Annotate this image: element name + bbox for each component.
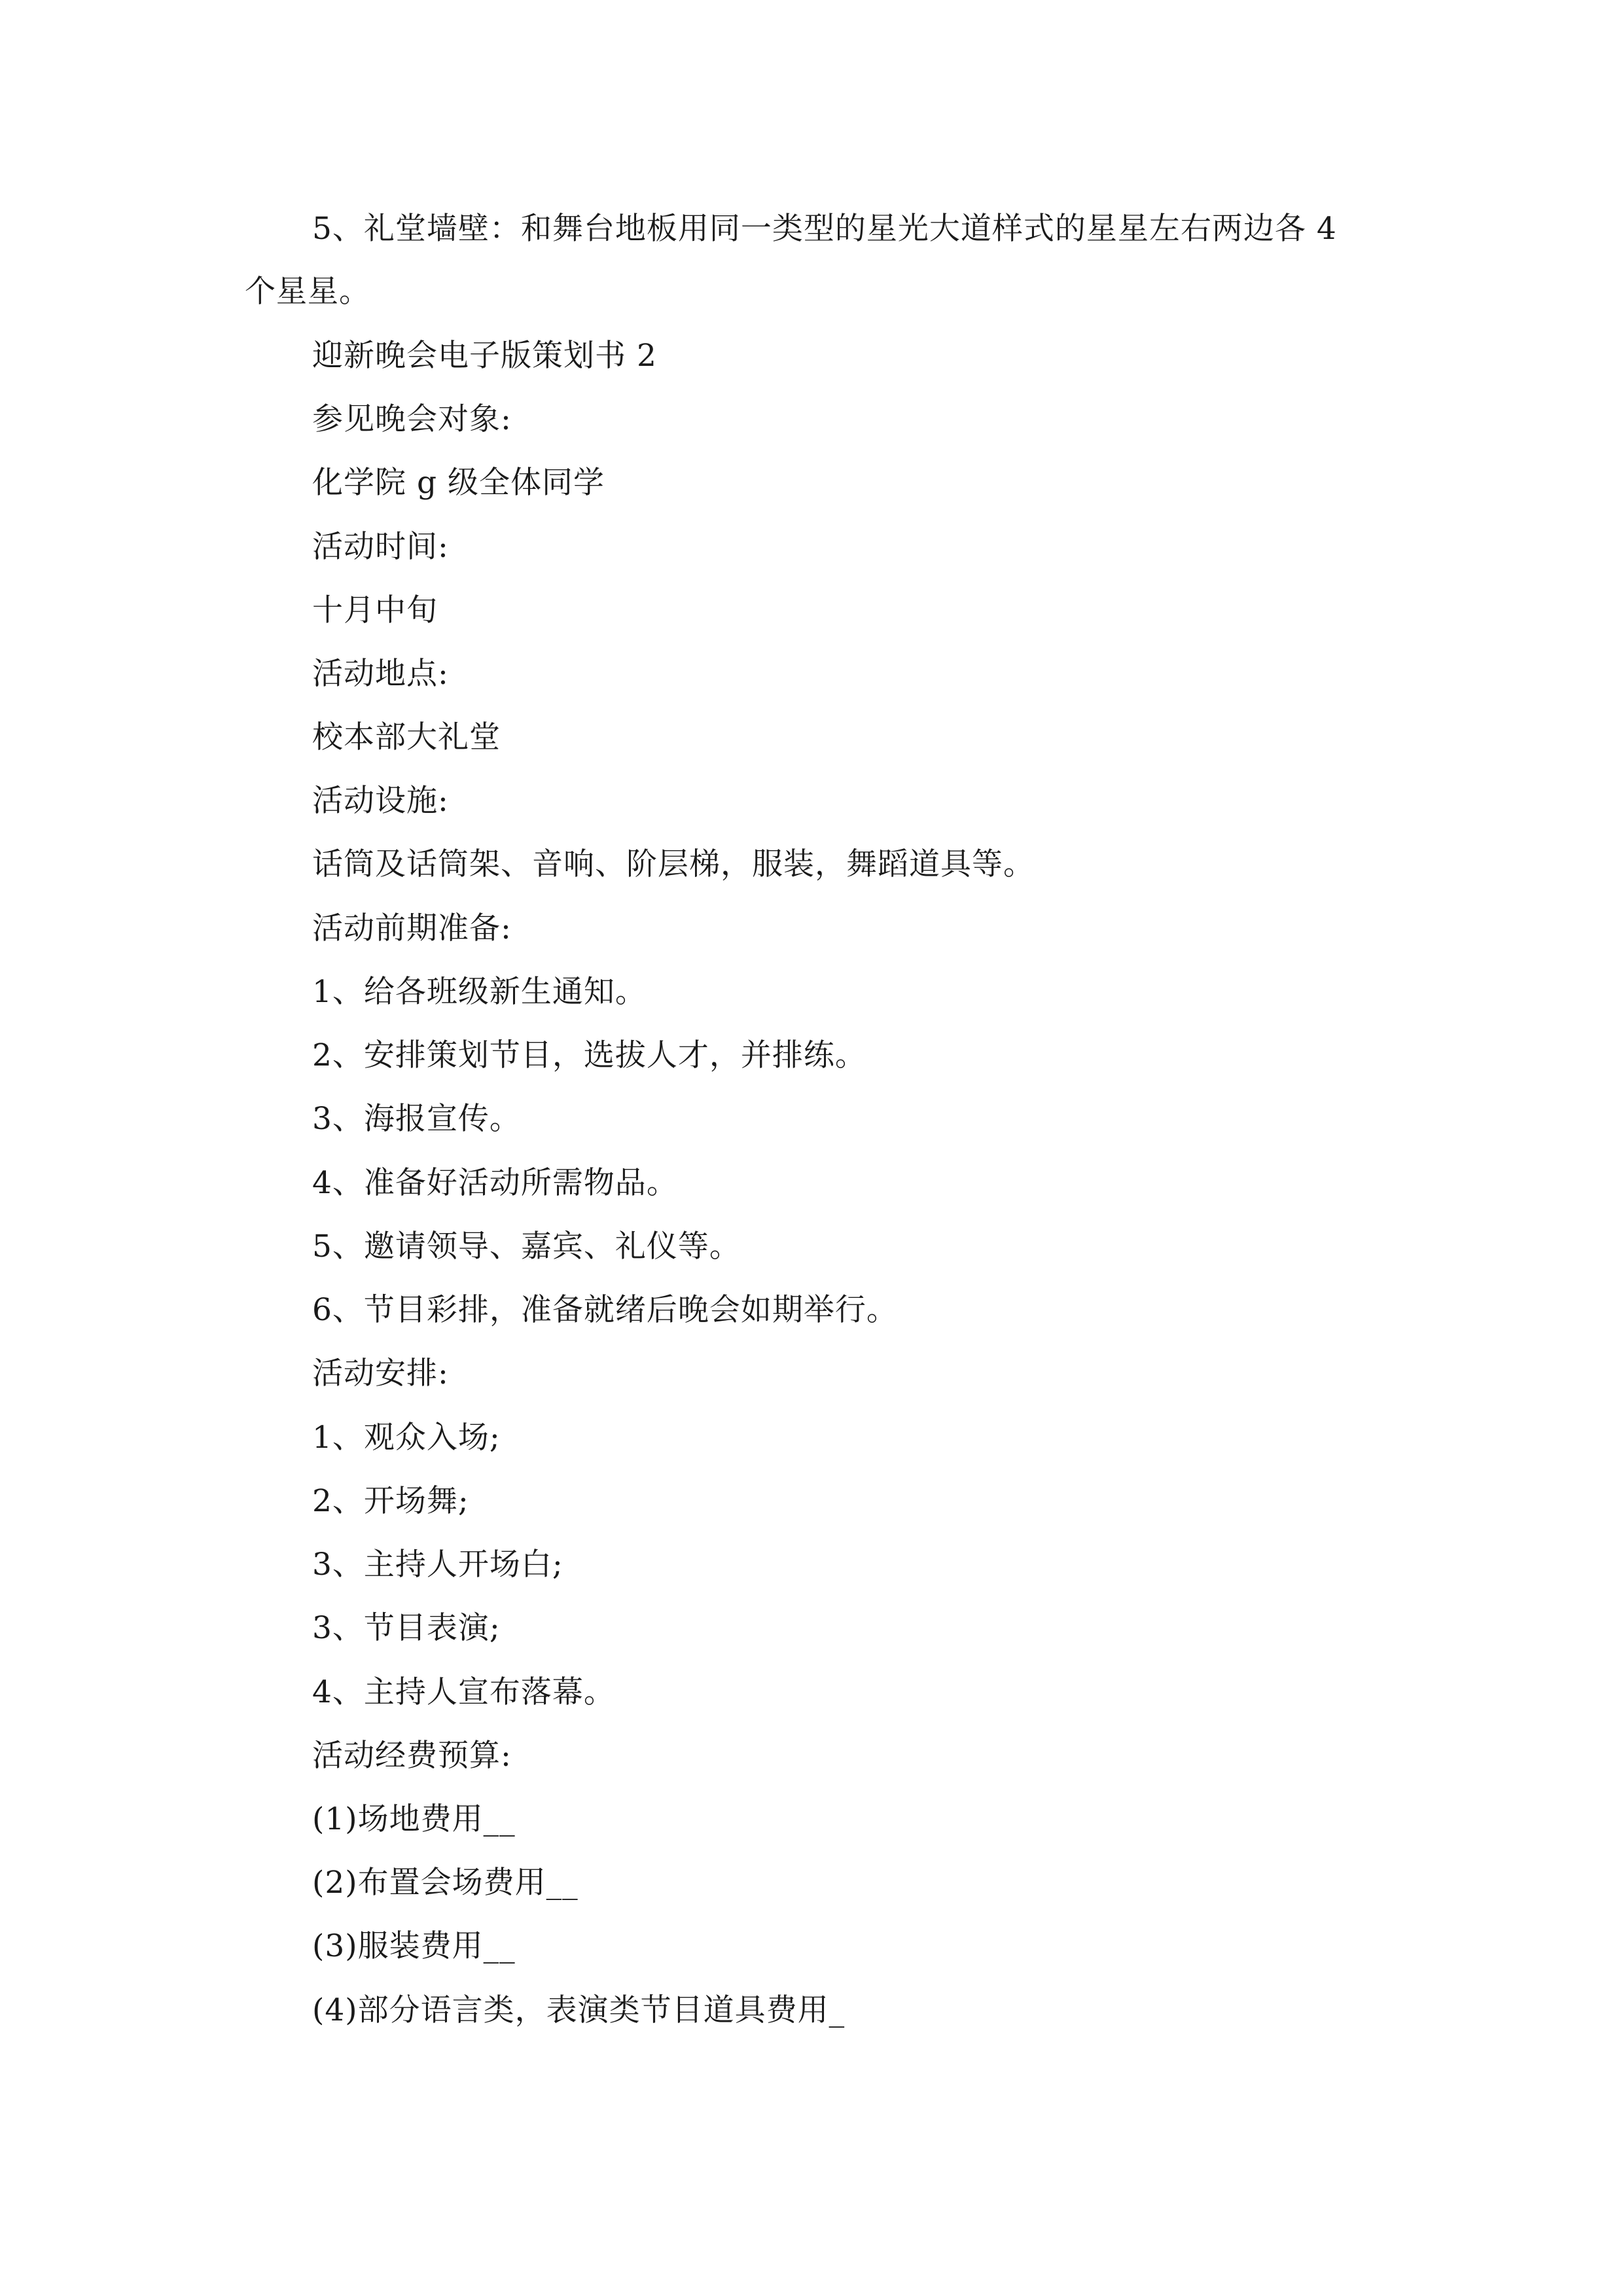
paragraph-line: 活动时间:	[312, 529, 449, 565]
list-item: (2)布置会场费用__	[312, 1865, 579, 1901]
list-item: 2、安排策划节目，选拔人才，并排练。	[312, 1037, 866, 1073]
paragraph-line: 活动前期准备:	[312, 910, 512, 946]
list-item: 3、海报宣传。	[312, 1101, 521, 1137]
list-item: (1)场地费用__	[312, 1801, 516, 1837]
paragraph-line: 参见晚会对象:	[312, 401, 512, 437]
paragraph-line: 活动设施:	[312, 783, 449, 819]
list-item: 1、观众入场;	[312, 1420, 501, 1456]
section-title: 迎新晚会电子版策划书 2	[312, 338, 657, 374]
paragraph-line: 活动地点:	[312, 656, 449, 692]
paragraph-line: 活动安排:	[312, 1355, 449, 1391]
paragraph-line: 活动经费预算:	[312, 1738, 512, 1774]
list-item: 3、主持人开场白;	[312, 1547, 563, 1583]
list-item: 4、准备好活动所需物品。	[312, 1165, 678, 1201]
paragraph-line: 校本部大礼堂	[312, 719, 501, 755]
list-item: 1、给各班级新生通知。	[312, 974, 647, 1010]
paragraph-line: 十月中旬	[312, 592, 438, 628]
list-item: 6、节目彩排，准备就绪后晚会如期举行。	[312, 1292, 898, 1328]
list-item: (3)服装费用__	[312, 1928, 516, 1964]
list-item: (4)部分语言类，表演类节目道具费用_	[312, 1992, 846, 2028]
list-item: 4、主持人宣布落幕。	[312, 1674, 615, 1710]
paragraph-line: 5、礼堂墙壁：和舞台地板用同一类型的星光大道样式的星星左右两边各 4	[312, 211, 1337, 247]
paragraph-line-continuation: 个星星。	[245, 274, 370, 310]
list-item: 5、邀请领导、嘉宾、礼仪等。	[312, 1229, 741, 1265]
paragraph-line: 化学院 g 级全体同学	[312, 465, 605, 501]
list-item: 3、节目表演;	[312, 1610, 501, 1646]
paragraph-line: 话筒及话筒架、音响、阶层梯，服装，舞蹈道具等。	[312, 846, 1035, 882]
list-item: 2、开场舞;	[312, 1483, 469, 1519]
